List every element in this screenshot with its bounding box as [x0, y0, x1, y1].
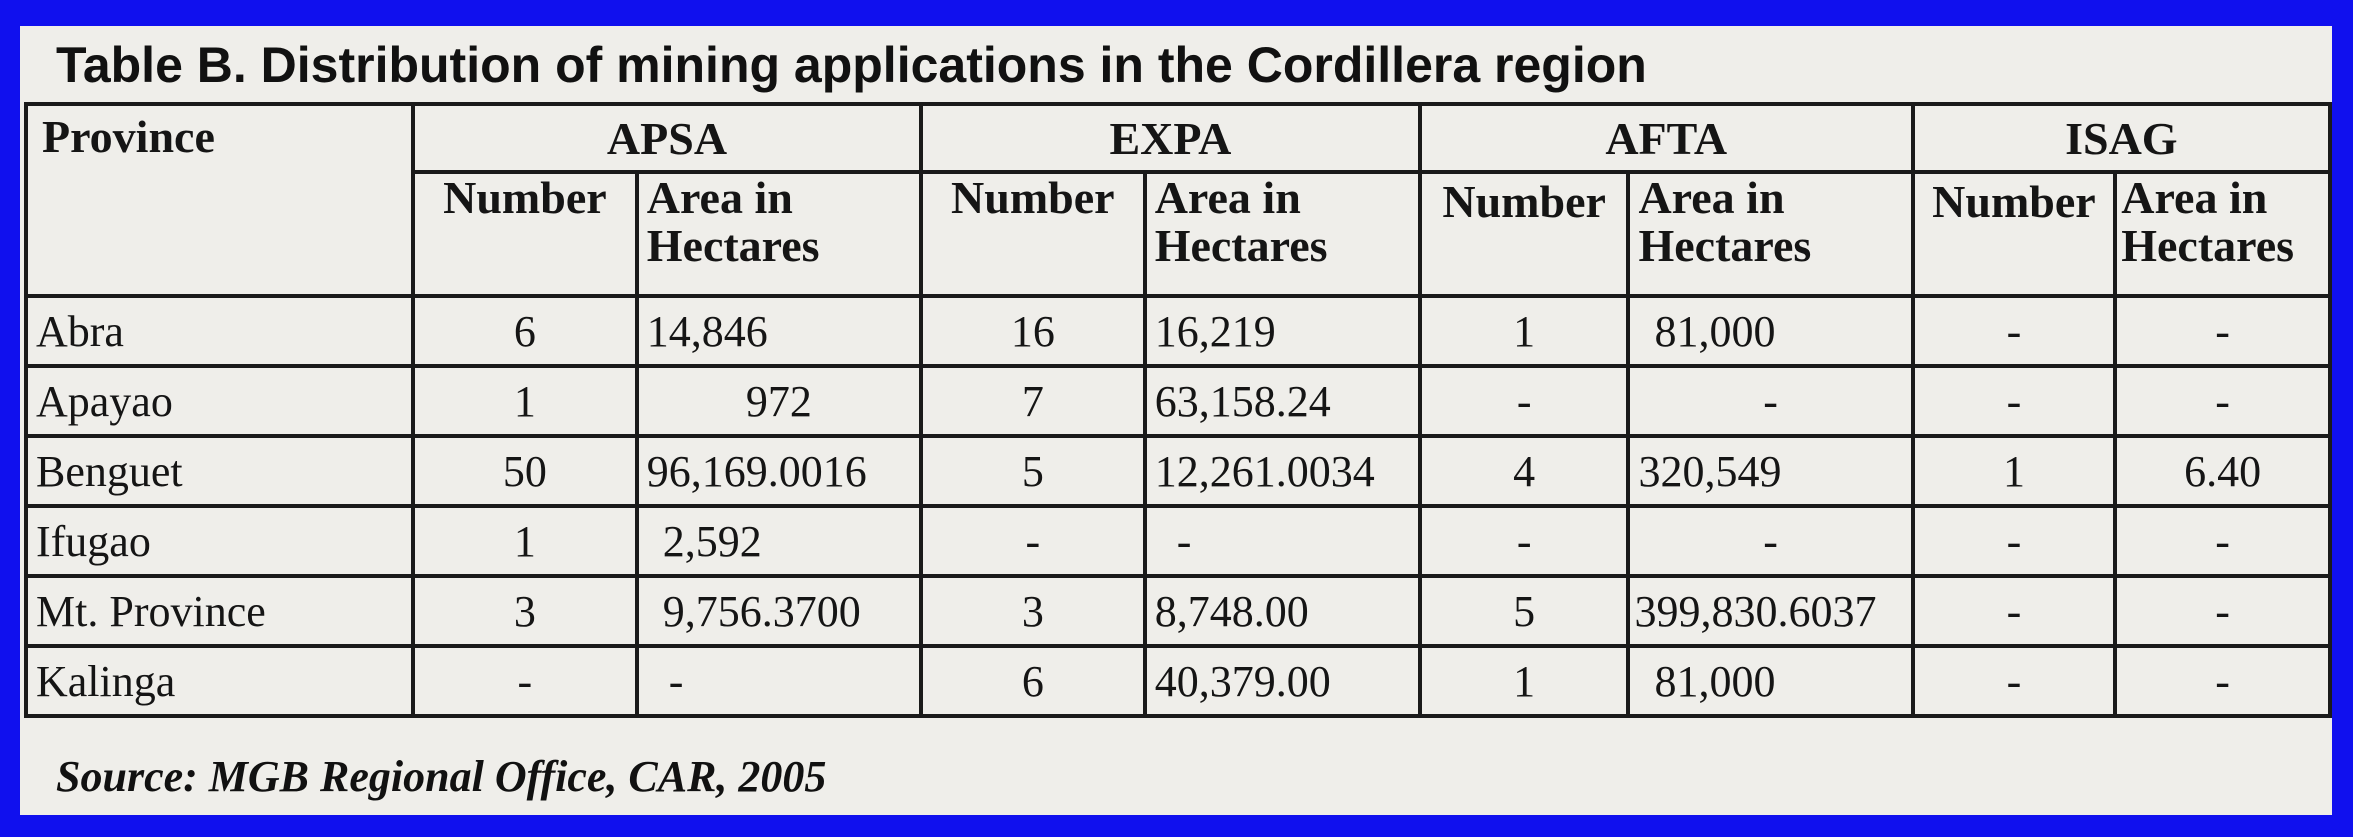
table-title: Table B. Distribution of mining applications in the Cordillera region: [56, 37, 1647, 93]
table-row: [26, 366, 2330, 436]
apsa-number-cell: 1: [413, 366, 637, 436]
isag-number-header: Number: [1913, 172, 2116, 296]
afta-area-cell: 399,830.6037: [1628, 576, 1912, 646]
apsa-number-cell: 50: [413, 436, 637, 506]
province-cell: Mt. Province: [26, 576, 413, 646]
apsa-number-cell: 3: [413, 576, 637, 646]
expa-number-cell: -: [921, 506, 1145, 576]
document-page: [20, 26, 2332, 815]
afta-number-header: Number: [1420, 172, 1629, 296]
isag-number-cell: -: [1913, 506, 2116, 576]
apsa-area-cell: 96,169.0016: [637, 436, 921, 506]
expa-area-cell: 63,158.24: [1145, 366, 1420, 436]
province-cell: Abra: [26, 296, 413, 366]
expa-area-cell: 12,261.0034: [1145, 436, 1420, 506]
table-row: [26, 506, 2330, 576]
province-header: Province: [26, 104, 413, 296]
expa-number-header: Number: [921, 172, 1145, 296]
apsa-area-header: Area in Hectares: [637, 172, 921, 296]
apsa-number-cell: -: [413, 646, 637, 716]
afta-area-cell: 81,000: [1628, 296, 1912, 366]
apsa-area-cell: 9,756.3700: [637, 576, 921, 646]
isag-number-cell: -: [1913, 366, 2116, 436]
isag-area-cell: -: [2115, 296, 2330, 366]
expa-number-cell: 5: [921, 436, 1145, 506]
isag-area-header: Area in Hectares: [2115, 172, 2330, 296]
expa-number-cell: 3: [921, 576, 1145, 646]
expa-number-cell: 7: [921, 366, 1145, 436]
isag-header: ISAG: [1913, 104, 2330, 172]
apsa-number-header: Number: [413, 172, 637, 296]
expa-area-header: Area in Hectares: [1145, 172, 1420, 296]
province-cell: Benguet: [26, 436, 413, 506]
afta-number-cell: 1: [1420, 646, 1629, 716]
afta-number-cell: 5: [1420, 576, 1629, 646]
isag-number-cell: -: [1913, 576, 2116, 646]
afta-area-cell: -: [1628, 366, 1912, 436]
afta-area-header: Area in Hectares: [1628, 172, 1912, 296]
isag-area-cell: -: [2115, 646, 2330, 716]
expa-number-cell: 16: [921, 296, 1145, 366]
apsa-area-cell: 2,592: [637, 506, 921, 576]
table-row: [26, 436, 2330, 506]
province-cell: Ifugao: [26, 506, 413, 576]
table-row: [26, 296, 2330, 366]
afta-header: AFTA: [1420, 104, 1913, 172]
expa-area-cell: 40,379.00: [1145, 646, 1420, 716]
province-cell: Kalinga: [26, 646, 413, 716]
apsa-number-cell: 6: [413, 296, 637, 366]
afta-number-cell: 4: [1420, 436, 1629, 506]
group-header-row: [26, 104, 2330, 172]
apsa-area-cell: -: [637, 646, 921, 716]
expa-area-cell: 8,748.00: [1145, 576, 1420, 646]
apsa-header: APSA: [413, 104, 921, 172]
isag-area-cell: -: [2115, 366, 2330, 436]
apsa-area-cell: 972: [637, 366, 921, 436]
table-row: [26, 646, 2330, 716]
province-cell: Apayao: [26, 366, 413, 436]
isag-area-cell: -: [2115, 506, 2330, 576]
afta-area-cell: 81,000: [1628, 646, 1912, 716]
source-note: Source: MGB Regional Office, CAR, 2005: [56, 752, 827, 801]
table-row: [26, 576, 2330, 646]
mining-applications-table: [24, 102, 2332, 718]
expa-area-cell: 16,219: [1145, 296, 1420, 366]
isag-area-cell: 6.40: [2115, 436, 2330, 506]
apsa-number-cell: 1: [413, 506, 637, 576]
isag-number-cell: 1: [1913, 436, 2116, 506]
apsa-area-cell: 14,846: [637, 296, 921, 366]
expa-area-cell: -: [1145, 506, 1420, 576]
expa-header: EXPA: [921, 104, 1420, 172]
isag-number-cell: -: [1913, 646, 2116, 716]
afta-number-cell: -: [1420, 366, 1629, 436]
afta-number-cell: -: [1420, 506, 1629, 576]
afta-area-cell: 320,549: [1628, 436, 1912, 506]
expa-number-cell: 6: [921, 646, 1145, 716]
afta-area-cell: -: [1628, 506, 1912, 576]
afta-number-cell: 1: [1420, 296, 1629, 366]
isag-number-cell: -: [1913, 296, 2116, 366]
isag-area-cell: -: [2115, 576, 2330, 646]
